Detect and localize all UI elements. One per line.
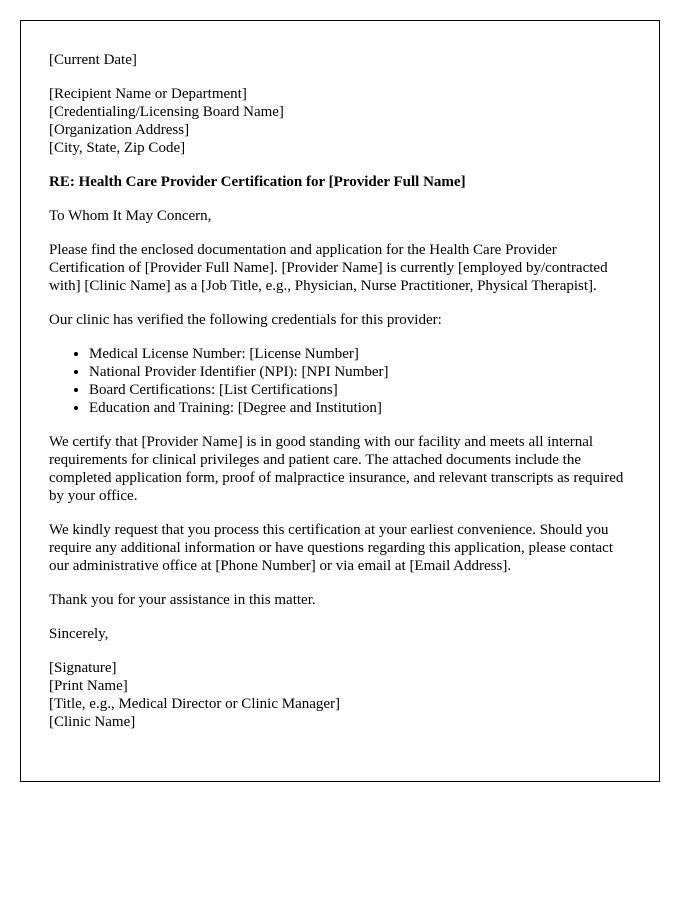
list-item: • Board Certifications: [List Certifications] bbox=[89, 381, 631, 399]
clinic-name-line: [Clinic Name] bbox=[49, 714, 136, 730]
paragraph-certification: We certify that [Provider Name] is in good standing with our facility and meets all internal requirements for clinical privileges and patient care. The attached documents include the completed application form, proof of malpractice insurance, and relevant transcripts as required by your office. bbox=[49, 434, 624, 504]
paragraph-intro: Please find the enclosed documentation and application for the Health Care Provider Certification of [Provider Full Name]. [Provider Name] is currently [employed by/contracted with] [Clinic Name] as a [Job Title, e.g., Physician, Nurse Practitioner, Physical Therapist]. bbox=[49, 242, 608, 294]
recipient-line: [Recipient Name or Department] bbox=[49, 86, 247, 102]
recipient-address bbox=[49, 85, 631, 157]
letter-page bbox=[20, 20, 660, 782]
credentials-list bbox=[49, 345, 631, 417]
paragraph-request: We kindly request that you process this certification at your earliest convenience. Should you require any additional information or have questions regarding this application, please contact our administrative office at [Phone Number] or via email at [Email Address]. bbox=[49, 522, 613, 574]
print-name-line: [Print Name] bbox=[49, 678, 128, 694]
list-item: • Medical License Number: [License Number] bbox=[89, 345, 631, 363]
recipient-line: [Credentialing/Licensing Board Name] bbox=[49, 104, 284, 120]
letter-date: [Current Date] bbox=[49, 52, 137, 68]
subject-line: RE: Health Care Provider Certification for [Provider Full Name] bbox=[49, 174, 466, 190]
salutation: To Whom It May Concern, bbox=[49, 208, 212, 224]
recipient-line: [Organization Address] bbox=[49, 122, 190, 138]
paragraph-thanks: Thank you for your assistance in this matter. bbox=[49, 592, 316, 608]
title-line: [Title, e.g., Medical Director or Clinic Manager] bbox=[49, 696, 341, 712]
list-item: • National Provider Identifier (NPI): [NPI Number] bbox=[89, 363, 631, 381]
recipient-line: [City, State, Zip Code] bbox=[49, 140, 186, 156]
signature-line: [Signature] bbox=[49, 660, 117, 676]
signature-block bbox=[49, 659, 631, 731]
closing: Sincerely, bbox=[49, 626, 109, 642]
list-item: • Education and Training: [Degree and Institution] bbox=[89, 399, 631, 417]
paragraph-credentials-intro: Our clinic has verified the following credentials for this provider: bbox=[49, 312, 442, 328]
